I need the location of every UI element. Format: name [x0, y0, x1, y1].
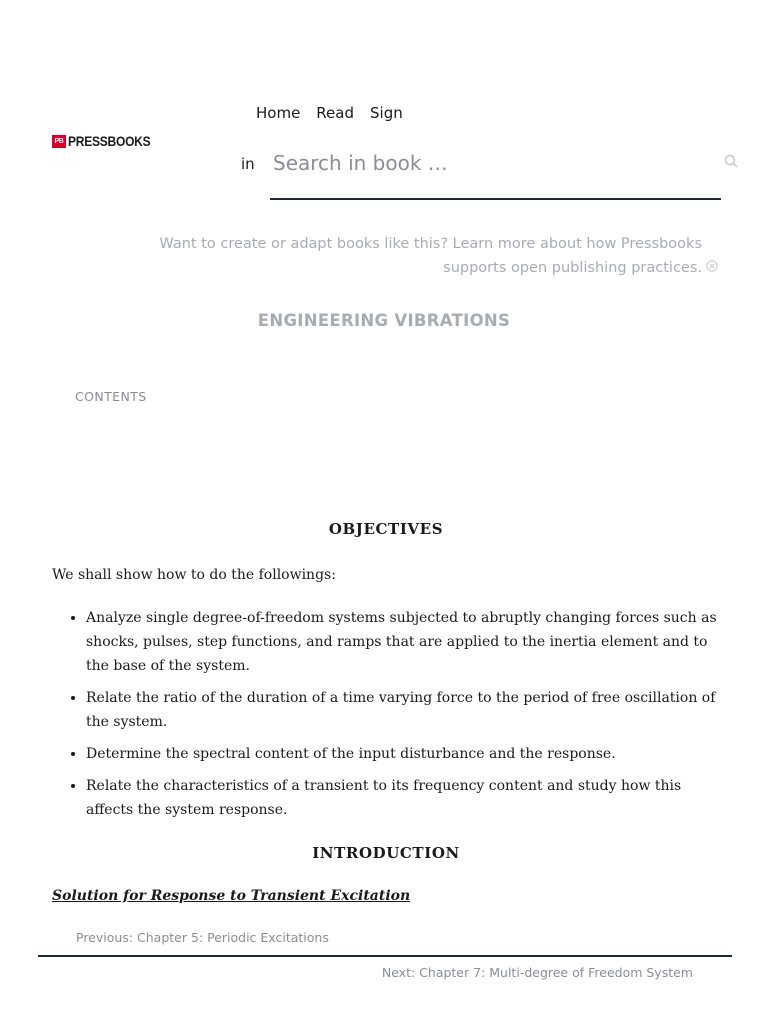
next-chapter-link[interactable]: Next: Chapter 7: Multi-degree of Freedom System	[381, 965, 693, 980]
search-input[interactable]	[270, 144, 721, 200]
search-icon[interactable]	[724, 154, 738, 168]
search-scope-label: in	[241, 155, 255, 173]
introduction-heading: INTRODUCTION	[312, 844, 460, 862]
chapter-content	[52, 520, 720, 904]
list-item: • Relate the ratio of the duration of a time varying force to the period of free oscillation of the system.	[86, 686, 720, 734]
list-item: • Relate the characteristics of a transient to its frequency content and study how this affects the system response.	[86, 774, 720, 822]
previous-chapter-link[interactable]: Previous: Chapter 5: Periodic Excitations	[76, 930, 329, 945]
pressbooks-logo-mark: PB	[52, 135, 66, 148]
contents-toggle[interactable]: CONTENTS	[75, 389, 147, 404]
list-item: • Determine the spectral content of the input disturbance and the response.	[86, 742, 720, 766]
objectives-list	[52, 606, 720, 822]
book-title[interactable]: ENGINEERING VIBRATIONS	[257, 311, 511, 330]
objectives-heading: OBJECTIVES	[328, 520, 444, 538]
pressbooks-logo[interactable]	[52, 133, 164, 149]
nav-sign-link[interactable]: Sign	[370, 104, 403, 122]
objectives-intro: We shall show how to do the followings:	[52, 567, 336, 583]
solution-link[interactable]: Solution for Response to Transient Excitation	[52, 888, 411, 904]
top-nav	[256, 104, 403, 122]
open-publishing-promo[interactable]: Want to create or adapt books like this? Learn more about how Pressbooks supports open publishing practices.	[159, 236, 702, 276]
pressbooks-logo-text: PRESSBOOKS	[68, 133, 151, 149]
close-icon[interactable]	[706, 260, 718, 272]
divider	[38, 955, 732, 957]
nav-read-link[interactable]: Read	[316, 104, 354, 122]
nav-home-link[interactable]: Home	[256, 104, 301, 122]
list-item: • Analyze single degree-of-freedom systems subjected to abruptly changing forces such as shocks, pulses, step functions, and ramps that are applied to the inertia element and to the base of the system.	[86, 606, 720, 678]
